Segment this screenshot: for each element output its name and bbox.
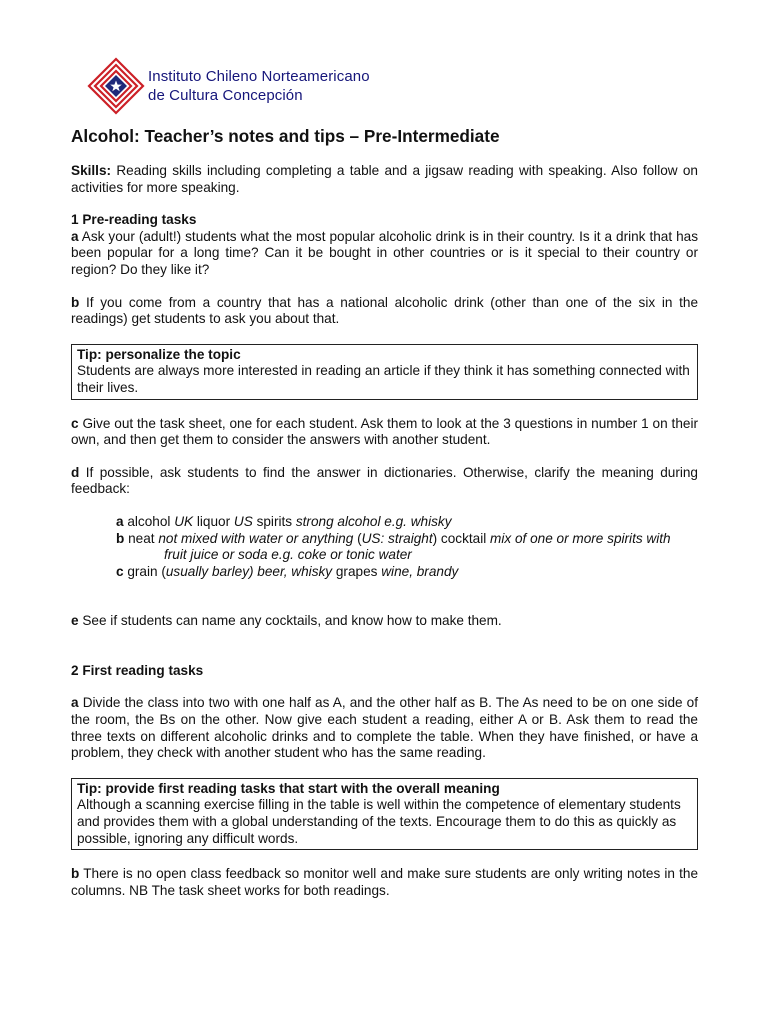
tip-text: Students are always more interested in reading an article if they think it has something connected with their lives. (77, 363, 690, 395)
task-1a (71, 229, 698, 279)
task-letter: c (71, 415, 79, 431)
task-letter: b (71, 294, 80, 310)
task-text: Divide the class into two with one half as A, and the other half as B. The As need to be on one side of the room, the Bs on the other. Now give each student a reading, either A or B. Ask them to read the three texts on different alcoholic drinks and to complete the table. When they have finished, or have a problem, they check with another student who has the same reading. (71, 695, 699, 761)
institute-name (148, 67, 370, 105)
task-letter: b (71, 866, 80, 882)
task-1b (71, 295, 698, 328)
definition-a: a alcohol UK liquor US spirits strong alcohol e.g. whisky (116, 513, 452, 529)
institute-name-line2: de Cultura Concepción (148, 87, 303, 104)
task-1e (71, 613, 698, 630)
task-text: Ask your (adult!) students what the most popular alcoholic drink is in their country. Is it a drink that has been popular for a long time? Can it be bought in other countries or is it special to their country or region? Do they like it? (71, 228, 699, 277)
institute-header (86, 56, 406, 116)
tip-box-overall-meaning (71, 778, 698, 850)
definition-b-continued: fruit juice or soda e.g. coke or tonic water (164, 547, 412, 563)
tip-text: Although a scanning exercise filling in the table is well within the competence of elementary students and provides them with a global understanding of the texts. Encourage them to do this as quickly as possible, ignoring any difficult words. (77, 797, 681, 846)
task-text: If you come from a country that has a national alcoholic drink (other than one of the six in the readings) get students to ask you about that. (71, 294, 698, 327)
task-text: Give out the task sheet, one for each student. Ask them to look at the 3 questions in number 1 on their own, and then get them to consider the answers with another student. (71, 415, 698, 448)
tip-title: Tip: personalize the topic (77, 346, 241, 362)
section-1 (71, 212, 698, 278)
section-2-heading: 2 First reading tasks (71, 662, 204, 678)
page-title: Alcohol: Teacher’s notes and tips – Pre-Intermediate (71, 126, 500, 146)
task-letter: a (71, 228, 79, 244)
skills-paragraph (71, 163, 698, 196)
task-letter: d (71, 464, 80, 480)
institute-logo-icon (86, 56, 146, 116)
task-2a (71, 695, 698, 761)
document-body (71, 126, 698, 899)
task-text: See if students can name any cocktails, and know how to make them. (82, 613, 502, 629)
task-letter: e (71, 613, 79, 629)
task-letter: a (71, 695, 79, 711)
task-1c (71, 416, 698, 449)
task-text: If possible, ask students to find the answer in dictionaries. Otherwise, clarify the meaning during feedback: (71, 464, 698, 497)
tip-box-personalize (71, 344, 698, 400)
definition-c: c grain (usually barley) beer, whisky grapes wine, brandy (116, 563, 459, 579)
task-text: There is no open class feedback so monitor well and make sure students are only writing notes in the columns. NB The task sheet works for both readings. (71, 866, 698, 898)
institute-name-line1: Instituto Chileno Norteamericano (148, 68, 370, 85)
section-1-heading: 1 Pre-reading tasks (71, 212, 197, 228)
vocabulary-definitions (116, 514, 698, 580)
task-2b (71, 866, 698, 899)
definition-b: b neat not mixed with water or anything (US: straight) cocktail mix of one or more spirits with (116, 530, 671, 546)
task-1d (71, 465, 698, 498)
skills-label: Skills: (71, 163, 112, 178)
skills-text: Reading skills including completing a table and a jigsaw reading with speaking. Also follow on activities for more speaking. (71, 163, 698, 195)
tip-title: Tip: provide first reading tasks that start with the overall meaning (77, 780, 500, 796)
